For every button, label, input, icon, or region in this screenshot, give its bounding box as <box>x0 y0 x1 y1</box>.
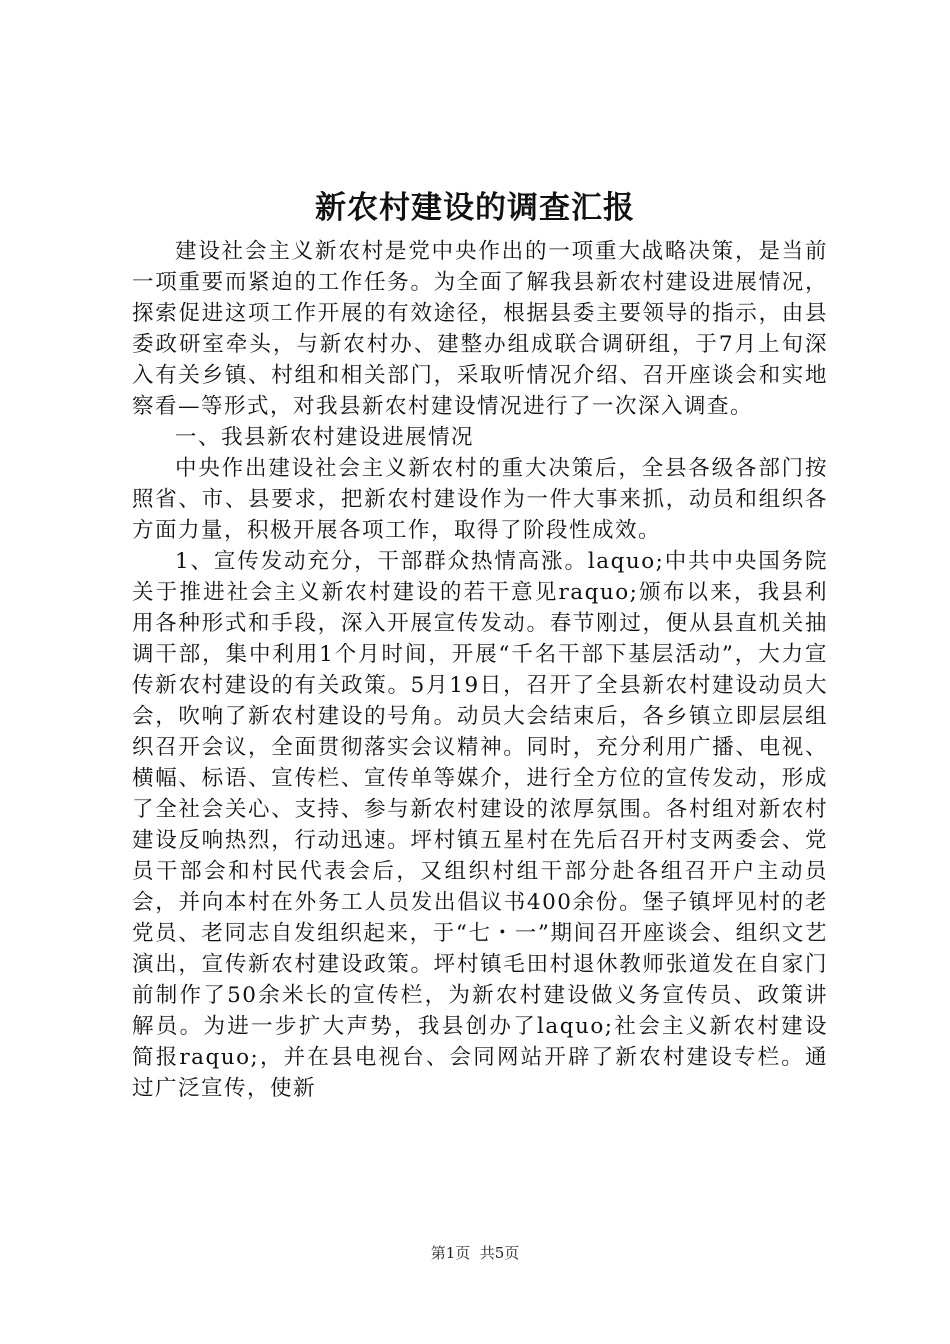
section-heading: 一、我县新农村建设进展情况 <box>175 425 475 450</box>
page-footer <box>0 1242 950 1264</box>
intro-paragraph: 建设社会主义新农村是党中央作出的一项重大战略决策，是当前一项重要而紧迫的工作任务。为全面了解我县新农村建设进展情况，探索促进这项工作开展的有效途径，根据县委主要领导的指示，由县委政研室牵头，与新农村办、建整办组成联合调研组，于7月上旬深入有关乡镇、村组和相关部门，采取听情况介绍、召开座谈会和实地察看—等形式，对我县新农村建设情况进行了一次深入调查。 <box>132 239 828 419</box>
page-number: 第1页 共5页 <box>430 1244 520 1262</box>
item-paragraph: 1、宣传发动充分，干部群众热情高涨。laquo;中共中央国务院关于推进社会主义新农村建设的若干意见raquo;颁布以来，我县利用各种形式和手段，深入开展宣传发动。春节刚过，便从县直机关抽调干部，集中利用1个月时间，开展“千名干部下基层活动”，大力宣传新农村建设的有关政策。5月19日，召开了全县新农村建设动员大会，吹响了新农村建设的号角。动员大会结束后，各乡镇立即层层组织召开会议，全面贯彻落实会议精神。同时，充分利用广播、电视、横幅、标语、宣传栏、宣传单等媒介，进行全方位的宣传发动，形成了全社会关心、支持、参与新农村建设的浓厚氛围。各村组对新农村建设反响热烈，行动迅速。坪村镇五星村在先后召开村支两委会、党员干部会和村民代表会后，又组织村组干部分赴各组召开户主动员会，并向本村在外务工人员发出倡议书400余份。堡子镇坪见村的老党员、老同志自发组织起来，于“七・一”期间召开座谈会、组织文艺演出，宣传新农村建设政策。坪村镇毛田村退休教师张道发在自家门前制作了50余米长的宣传栏，为新农村建设做义务宣传员、政策讲解员。为进一步扩大声势，我县创办了laquo;社会主义新农村建设简报raquo;，并在县电视台、会同网站开辟了新农村建设专栏。通过广泛宣传，使新 <box>132 549 828 1101</box>
section-paragraph: 中央作出建设社会主义新农村的重大决策后，全县各级各部门按照省、市、县要求，把新农村建设作为一件大事来抓，动员和组织各方面力量，积极开展各项工作，取得了阶段性成效。 <box>132 456 828 543</box>
document-body <box>132 236 828 1104</box>
document-title: 新农村建设的调查汇报 <box>315 190 635 226</box>
